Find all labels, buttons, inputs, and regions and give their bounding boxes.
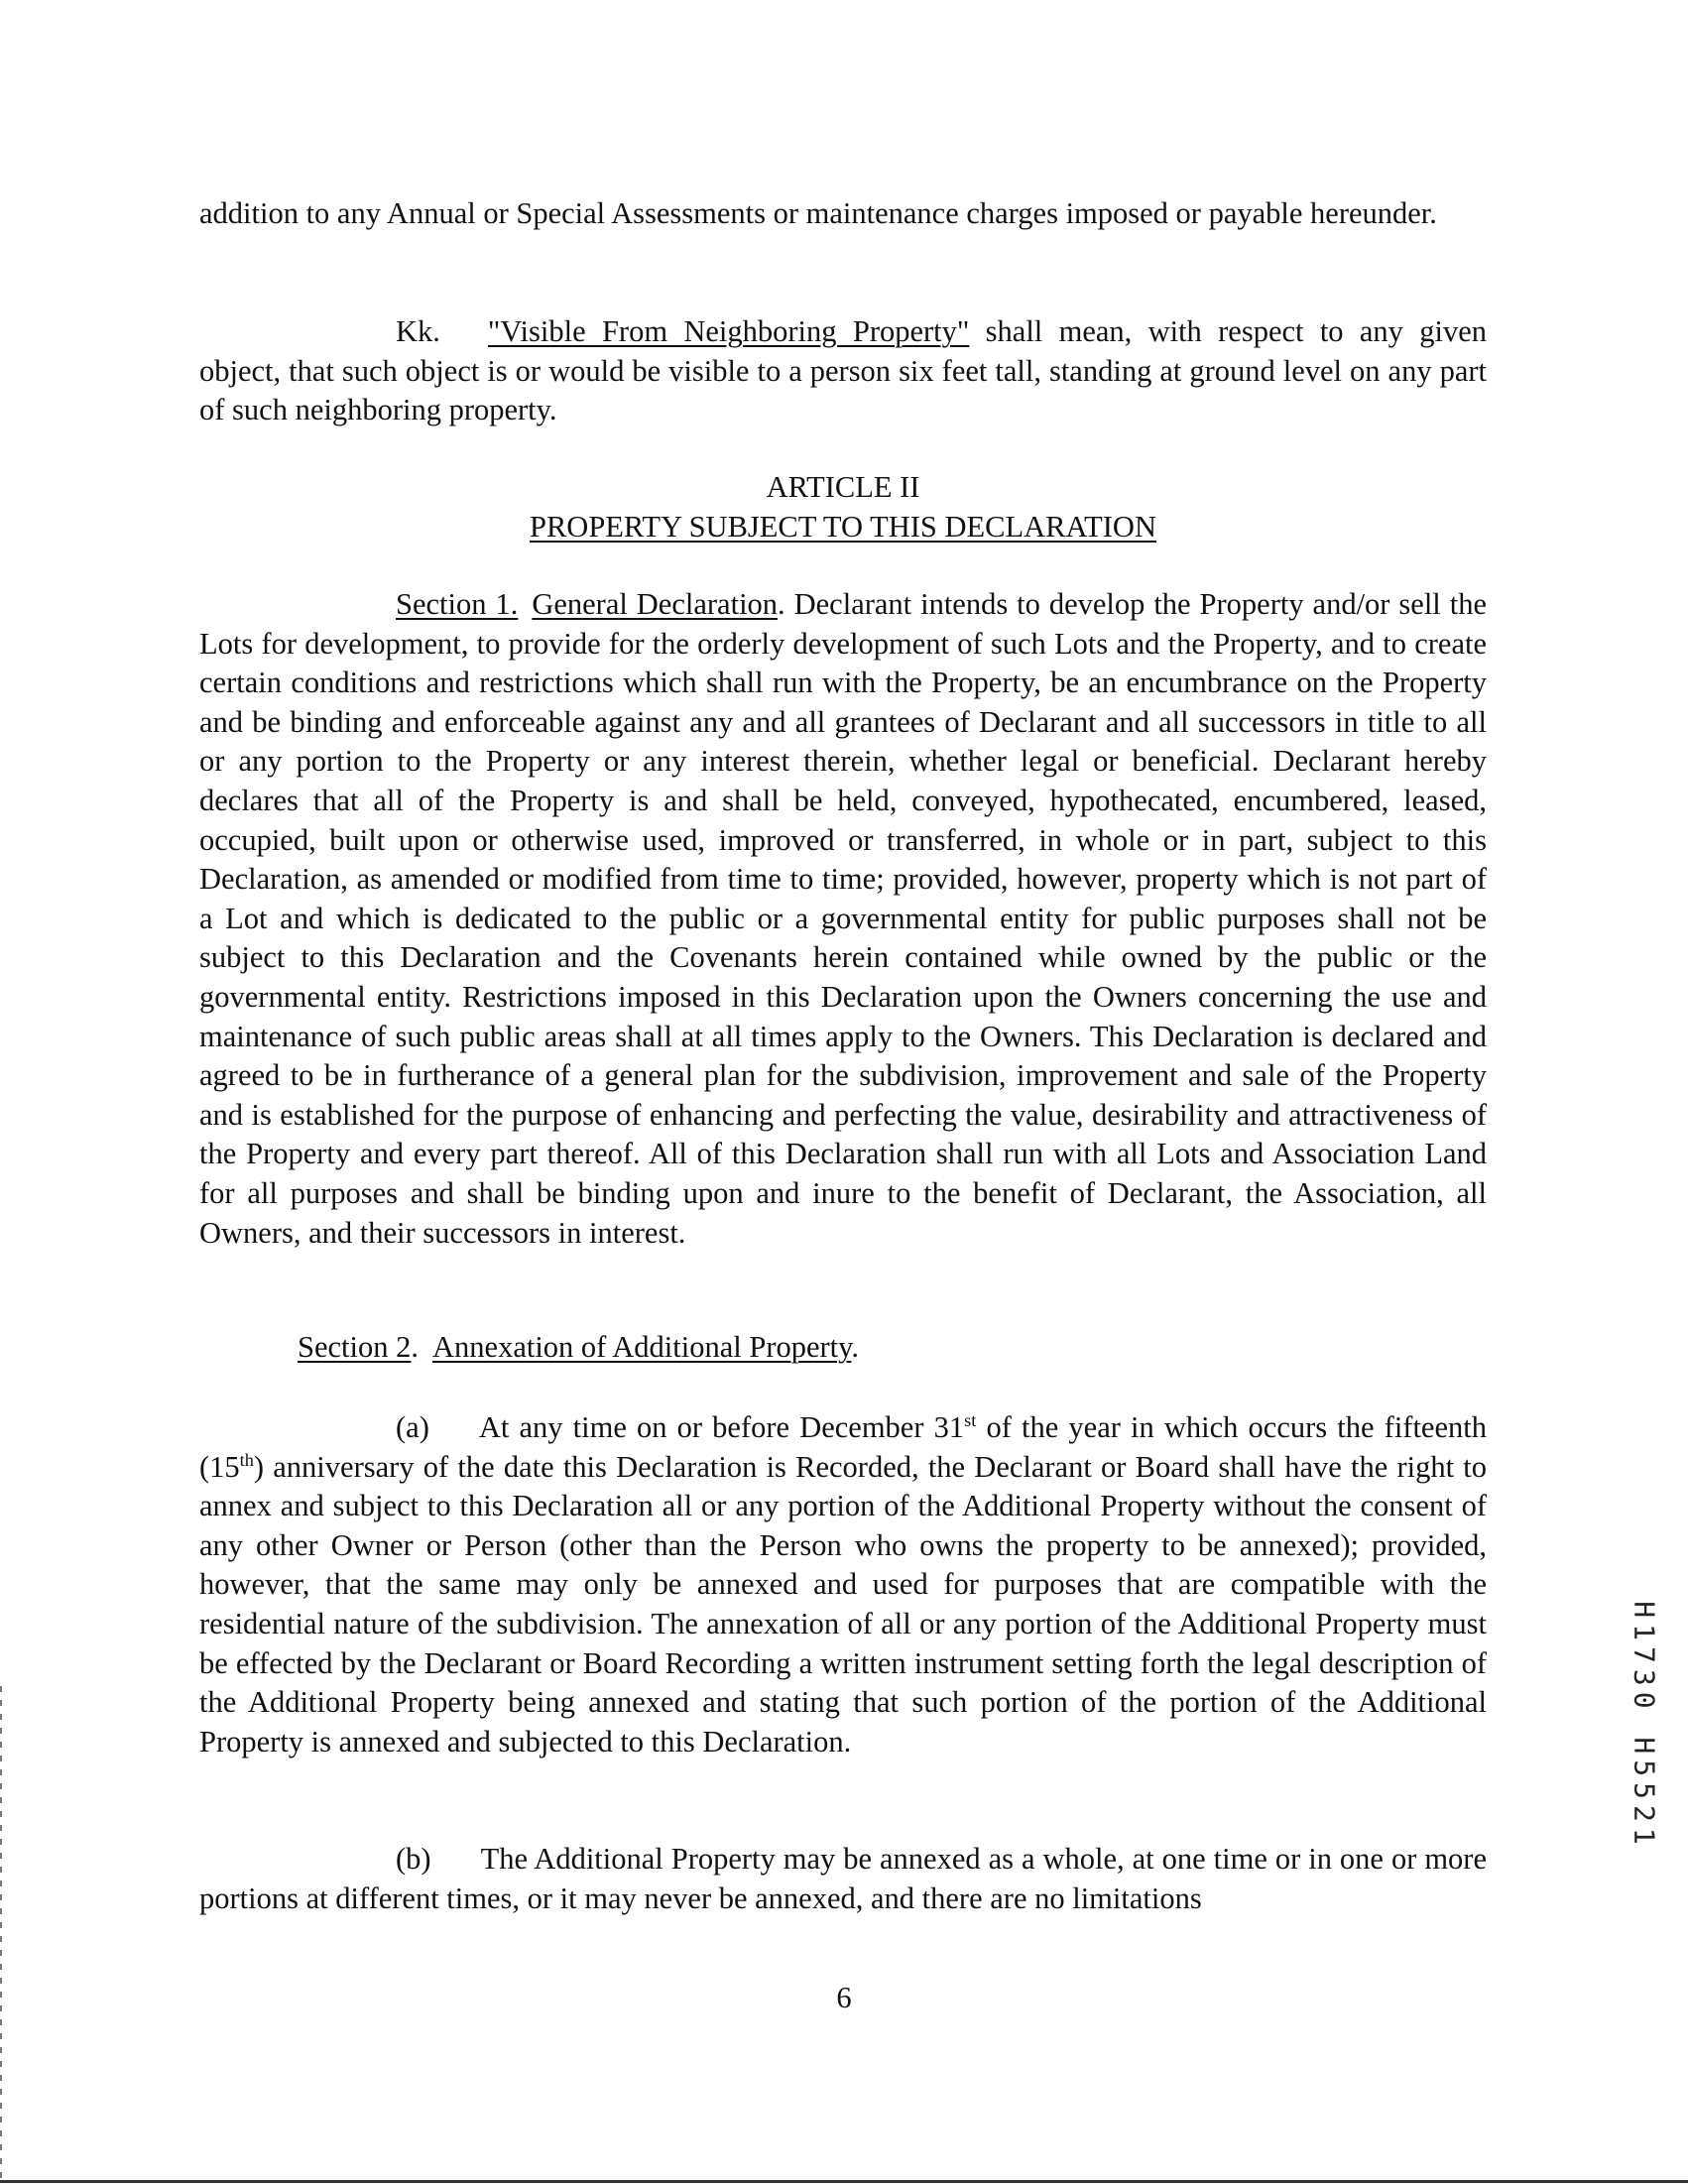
- definition-kk: [199, 312, 1487, 430]
- section-2-label-punct: .: [411, 1330, 419, 1364]
- section-2-heading: [298, 1328, 859, 1368]
- recording-stamp: [1625, 1587, 1664, 1865]
- subsection-a-label: (a): [396, 1410, 429, 1444]
- section-1-title: General Declaration: [532, 587, 779, 621]
- scan-left-edge-marks: [0, 1686, 2, 2182]
- continuation-paragraph: [199, 194, 1487, 234]
- subsection-a-sup-1: st: [964, 1409, 977, 1430]
- article-title-wrap: [199, 508, 1487, 547]
- subsection-b-text: The Additional Property may be annexed as a whole, at one time or in one or more portions at different times, or it may never be annexed, and there are no limitations: [199, 1842, 1487, 1915]
- recording-stamp-text: H1730 H5521: [1628, 1601, 1661, 1851]
- section-2-title-punct: .: [851, 1330, 860, 1364]
- definition-kk-text: shall mean, with respect to any given object, that such object is or would be visible to a person six feet tall, standing at ground level on any part of such neighboring property.: [199, 314, 1487, 427]
- definition-kk-label: Kk.: [396, 314, 440, 348]
- definition-kk-term: "Visible From Neighboring Property": [487, 314, 970, 348]
- page-number: 6: [836, 1981, 852, 2014]
- subsection-a: [199, 1408, 1487, 1761]
- subsection-a-text-3: ) anniversary of the date this Declaration is Recorded, the Declarant or Board shall have the right to annex and subject to this Declaration all or any portion of the Additional Property without the consent of any other Owner or Person (other than the Person who owns the property to be annexed); provided, however, that the same may only be annexed and used for purposes that are compatible with the residential nature of the subdivision. The annexation of all or any portion of the Additional Property must be effected by the Declarant or Board Recording a written instrument setting forth the legal description of the Additional Property being annexed and stating that such portion of the portion of the Additional Property is annexed and subjected to this Declaration.: [199, 1449, 1487, 1759]
- section-2-title: Annexation of Additional Property: [432, 1330, 852, 1364]
- continuation-text: addition to any Annual or Special Assessments or maintenance charges imposed or payable hereunder.: [199, 196, 1437, 230]
- article-number: ARTICLE II: [766, 470, 920, 504]
- scan-bottom-edge: [0, 2180, 1688, 2183]
- subsection-b-label: (b): [396, 1842, 431, 1876]
- subsection-b: [199, 1840, 1487, 1918]
- subsection-a-text-1: At any time on or before December 31: [478, 1410, 965, 1444]
- subsection-a-text-2: of the year in which occurs the fifteenth (15: [199, 1410, 1487, 1484]
- section-1-title-punct: .: [778, 587, 785, 621]
- section-2-label: Section 2: [298, 1330, 412, 1364]
- article-title: PROPERTY SUBJECT TO THIS DECLARATION: [530, 510, 1156, 544]
- section-1: [199, 585, 1487, 1253]
- section-1-label: Section 1.: [396, 587, 519, 621]
- section-1-text: Declarant intends to develop the Property and/or sell the Lots for development, to provide for the orderly development of such Lots and the Property, and to create certain conditions and restrictions which shall run with the Property, be an encumbrance on the Property and be binding and enforceable against any and all grantees of Declarant and all successors in title to all or any portion to the Property or any interest therein, whether legal or beneficial. Declarant hereby declares that all of the Property is and shall be held, conveyed, hypothecated, encumbered, leased, occupied, built upon or otherwise used, improved or transferred, in whole or in part, subject to this Declaration, as amended or modified from time to time; provided, however, property which is not part of a Lot and which is dedicated to the public or a governmental entity for public purposes shall not be subject to this Declaration and the Covenants herein contained while owned by the public or the governmental entity. Restrictions imposed in this Declaration upon the Owners concerning the use and maintenance of such public areas shall at all times apply to the Owners. This Declaration is declared and agreed to be in furtherance of a general plan for the subdivision, improvement and sale of the Property and is established for the purpose of enhancing and perfecting the value, desirability and attractiveness of the Property and every part thereof. All of this Declaration shall run with all Lots and Association Land for all purposes and shall be binding upon and inure to the benefit of Declarant, the Association, all Owners, and their successors in interest.: [199, 587, 1487, 1250]
- subsection-a-sup-2: th: [239, 1449, 254, 1470]
